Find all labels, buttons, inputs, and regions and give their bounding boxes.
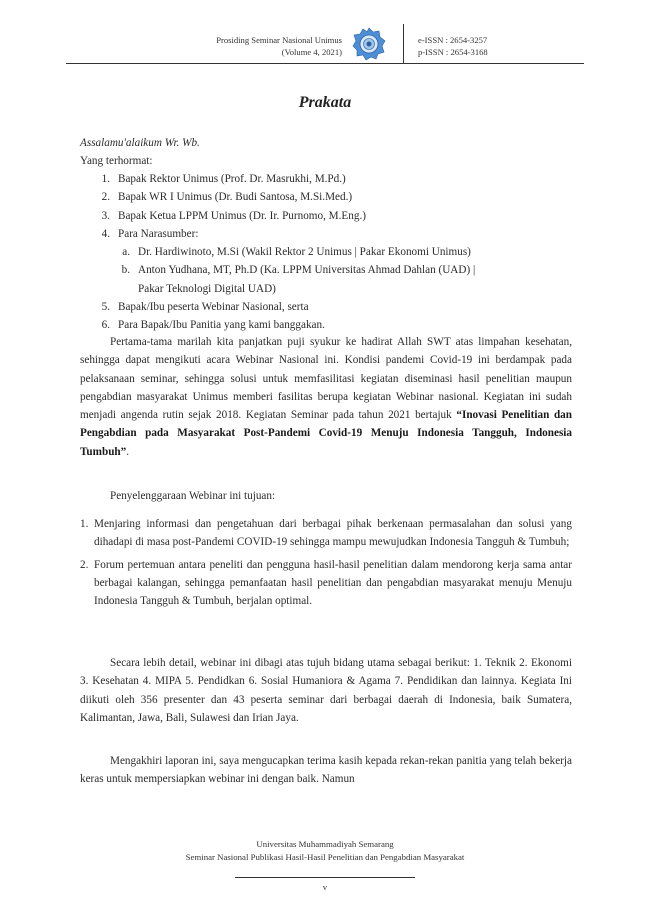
- list-item: 3. Bapak Ketua LPPM Unimus (Dr. Ir. Purnomo, M.Eng.): [101, 209, 366, 222]
- page-title: Prakata: [298, 94, 352, 111]
- seminar-theme: “Inovasi Penelitian dan Pengabdian pada Masyarakat Post-Pandemi Covid-19 Menuju Indonesia Tangguh, Indonesia Tumbuh”: [80, 409, 572, 458]
- unimus-logo: [352, 27, 386, 61]
- salutation: Yang terhormat:: [80, 155, 153, 167]
- closing-paragraph: Mengakhiri laporan ini, saya mengucapkan terima kasih kepada rekan-rekan panitia yang telah bekerja keras untuk mempersiapkan webinar ini dengan baik. Namun: [80, 755, 572, 786]
- speaker-item: a. Dr. Hardiwinoto, M.Si (Wakil Rektor 2 Unimus | Pakar Ekonomi Unimus): [122, 246, 471, 259]
- list-item: 1. Menjaring informasi dan pengetahuan dari berbagai pihak berkenaan permasalahan dan solusi yang dihadapi di masa post-Pandemi COVID-19 sehingga mampu mewujudkan Indonesia Tangguh & Tumbuh;: [80, 518, 572, 549]
- list-item: 1. Bapak Rektor Unimus (Prof. Dr. Masrukhi, M.Pd.): [101, 173, 346, 185]
- honorees-list: [96, 170, 576, 335]
- header-pissn: p-ISSN : 2654-3168: [418, 47, 488, 57]
- header-eissn: e-ISSN : 2654-3257: [418, 35, 488, 45]
- header-issn-info: [418, 34, 488, 58]
- footer: [0, 838, 650, 863]
- fields-paragraph: Secara lebih detail, webinar ini dibagi atas tujuh bidang utama sebagai berikut: 1. Teknik 2. Ekonomi 3. Kesehatan 4. MIPA 5. Pendidkan 6. Sosial Humaniora & Agama 7. Pendidikan dan lainnya. Kegiata Ini diikuti oleh 356 presenter dan 43 peserta seminar dari berbagai daerah di Indonesia, baik Sumatera, Kalimantan, Jawa, Bali, Sulawesi dan Irian Jaya.: [80, 657, 572, 724]
- opening-paragraph: Pertama-tama marilah kita panjatkan puji syukur ke hadirat Allah SWT atas limpahan kesehatan, sehingga dapat mengikuti acara Webinar Nasional ini. Kondisi pandemi Covid-19 ini berdampak pada pelaksanaan seminar, sehingga solusi untuk memfasilitasi kegiatan diseminasi hasil penelitian maupun pengabdian masyarakat Unimus memberi fasilitas berupa kegiatan Webinar nasional. Kegiatan ini sudah menjadi angenda rutin sejak 2018. Kegiatan Seminar pada tahun 2021 bertajuk “Inovasi Penelitian dan Pengabdian pada Masyarakat Post-Pandemi Covid-19 Menuju Indonesia Tangguh, Indonesia Tumbuh”.: [80, 336, 572, 458]
- list-item: 6. Para Bapak/Ibu Panitia yang kami banggakan.: [101, 319, 325, 332]
- list-item: 2. Forum pertemuan antara peneliti dan pengguna hasil-hasil penelitian dalam mendorong kerja sama antar berbagai kalangan, sehingga pemanfaatan hasil penelitian dan pengabdian masyarakat menuju Menuju Indonesia Tangguh & Tumbuh, berjalan optimal.: [80, 558, 572, 608]
- footer-rule: [235, 877, 415, 878]
- header-rule: [66, 63, 584, 64]
- list-item: 4. Para Narasumber:: [101, 227, 199, 240]
- speaker-item: b. Anton Yudhana, MT, Ph.D (Ka. LPPM Universitas Ahmad Dahlan (UAD) | Pakar Teknologi Digital UAD): [121, 264, 476, 295]
- purposes-list: [80, 515, 572, 610]
- footer-seminar-name: Seminar Nasional Publikasi Hasil-Hasil Penelitian dan Pengabdian Masyarakat: [185, 851, 465, 862]
- purpose-intro: Penyelenggaraan Webinar ini tujuan:: [110, 490, 276, 502]
- list-item: 2. Bapak WR I Unimus (Dr. Budi Santosa, M.Si.Med.): [101, 191, 353, 204]
- header-proceedings-title: Prosiding Seminar Nasional Unimus: [216, 35, 342, 45]
- page-number: v: [322, 882, 328, 892]
- greeting: Assalamu'alaikum Wr. Wb.: [80, 137, 200, 149]
- header-proceedings-info: [120, 34, 342, 58]
- footer-university: Universitas Muhammadiyah Semarang: [256, 839, 394, 849]
- header-divider: [403, 24, 404, 64]
- header-volume: (Volume 4, 2021): [281, 47, 342, 57]
- list-item: 5. Bapak/Ibu peserta Webinar Nasional, serta: [101, 301, 309, 314]
